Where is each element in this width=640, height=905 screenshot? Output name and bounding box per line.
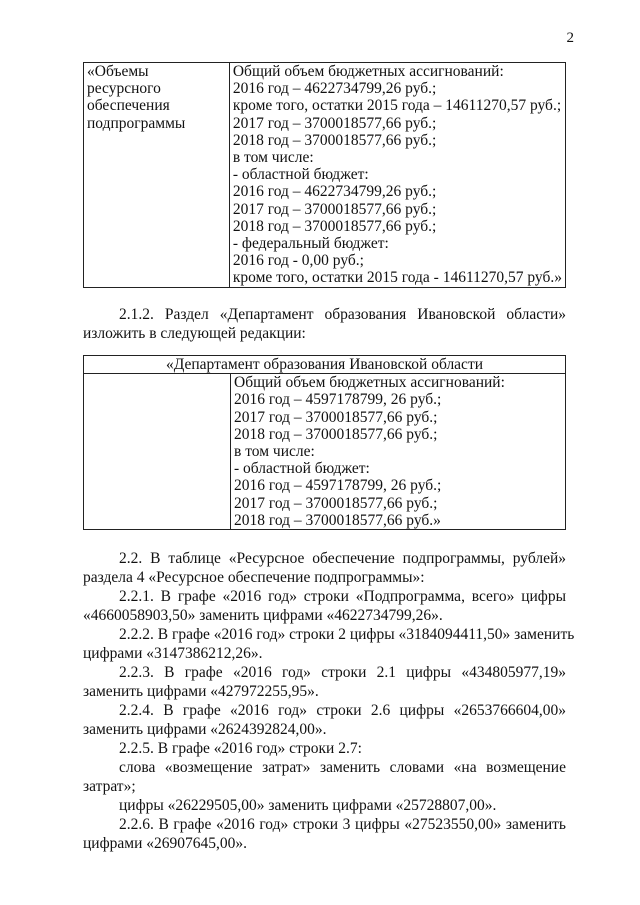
paragraph-line: 2.2.1. В графе «2016 год» строки «Подпрограмма, всего» цифры <box>119 588 566 605</box>
paragraph-line: затрат»; <box>83 778 136 795</box>
paragraph-2-2-5 <box>83 739 566 758</box>
table-value-cell <box>231 374 566 530</box>
funding-table-education-department <box>83 355 566 530</box>
paragraph-line: раздела 4 «Ресурсное обеспечение подпрограммы»: <box>83 569 425 586</box>
label-line: «Объемы <box>87 63 149 80</box>
paragraph-line: 2.2.2. В графе «2016 год» строки 2 цифры «3184094411,50» заменить <box>119 626 575 643</box>
value-line: кроме того, остатки 2015 года – 14611270,57 руб.; <box>232 97 562 115</box>
label-line: ресурсного <box>87 80 161 98</box>
paragraph-2-2-4 <box>83 701 566 739</box>
paragraph-line: 2.2.3. В графе «2016 год» строки 2.1 цифры «434805977,19» <box>119 664 566 681</box>
value-line: 2016 год – 4622734799,26 руб.; <box>232 80 437 98</box>
paragraph-line: 2.1.2. Раздел «Департамент образования Ивановской области» <box>119 306 566 323</box>
paragraph-2-2-1 <box>83 587 566 625</box>
value-line: 2016 год – 4597178799, 26 руб.; <box>234 391 442 409</box>
funding-table-subprogram <box>83 62 566 288</box>
paragraph-line: заменить цифрами «427972255,95». <box>83 683 319 700</box>
value-line: - федеральный бюджет: <box>232 235 389 253</box>
table-value-cell <box>229 63 565 288</box>
value-line: - областной бюджет: <box>234 460 370 478</box>
table-header-cell: «Департамент образования Ивановской области <box>84 356 566 374</box>
value-line: 2017 год – 3700018577,66 руб.; <box>232 200 437 218</box>
paragraph-2-2-2 <box>83 625 575 663</box>
value-line: 2017 год – 3700018577,66 руб.; <box>234 408 438 426</box>
value-line: 2018 год – 3700018577,66 руб.; <box>234 425 438 443</box>
paragraph-2-2-5-words <box>83 758 566 796</box>
table-row <box>84 63 566 288</box>
paragraph-2-2 <box>83 549 566 587</box>
value-line: 2017 год – 3700018577,66 руб.; <box>234 494 438 512</box>
value-line: 2018 год – 3700018577,66 руб.; <box>232 131 437 149</box>
paragraph-2-1-2 <box>83 305 566 343</box>
value-line: 2018 год – 3700018577,66 руб.» <box>234 511 441 529</box>
paragraph-line: цифрами «26907645,00». <box>83 835 247 852</box>
table-label-cell <box>84 374 231 530</box>
value-line: 2017 год – 3700018577,66 руб.; <box>232 114 437 132</box>
table-row <box>84 356 566 374</box>
paragraph-line: слова «возмещение затрат» заменить словами «на возмещение <box>119 759 566 776</box>
value-line: в том числе: <box>234 443 315 461</box>
paragraph-2-2-5-digits <box>83 796 566 815</box>
paragraph-line: 2.2.4. В графе «2016 год» строки 2.6 цифры «2653766604,00» <box>119 702 566 719</box>
paragraph-line: 2.2.6. В графе «2016 год» строки 3 цифры «27523550,00» заменить <box>119 816 566 833</box>
value-line: - областной бюджет: <box>232 166 369 184</box>
paragraph-line: изложить в следующей редакции: <box>83 325 306 342</box>
paragraph-line: цифры «26229505,00» заменить цифрами «25728807,00». <box>119 797 497 814</box>
paragraph-line: цифрами «3147386212,26». <box>83 645 263 662</box>
paragraph-line: 2.2.5. В графе «2016 год» строки 2.7: <box>119 740 362 757</box>
value-line: Общий объем бюджетных ассигнований: <box>234 374 505 392</box>
table-label-cell <box>84 63 230 288</box>
paragraph-line: 2.2. В таблице «Ресурсное обеспечение подпрограммы, рублей» <box>119 550 566 567</box>
paragraph-line: заменить цифрами «2624392824,00». <box>83 721 327 738</box>
paragraph-line: «4660058903,50» заменить цифрами «4622734799,26». <box>83 607 443 624</box>
label-line: подпрограммы <box>87 114 186 132</box>
value-line: 2018 год – 3700018577,66 руб.; <box>232 217 437 235</box>
label-line: обеспечения <box>87 97 170 115</box>
value-line: кроме того, остатки 2015 года - 14611270,57 руб.» <box>232 269 562 287</box>
value-line: 2016 год – 4622734799,26 руб.; <box>232 183 437 201</box>
value-line: Общий объем бюджетных ассигнований: <box>232 63 504 80</box>
paragraph-2-2-3 <box>83 663 566 701</box>
value-line: 2016 год – 4597178799, 26 руб.; <box>234 477 442 495</box>
value-line: в том числе: <box>232 149 314 167</box>
value-line: 2016 год - 0,00 руб.; <box>232 252 364 270</box>
page-number: 2 <box>566 30 574 46</box>
paragraph-2-2-6 <box>83 815 566 853</box>
amendments-section <box>83 549 575 853</box>
table-row <box>84 374 566 530</box>
